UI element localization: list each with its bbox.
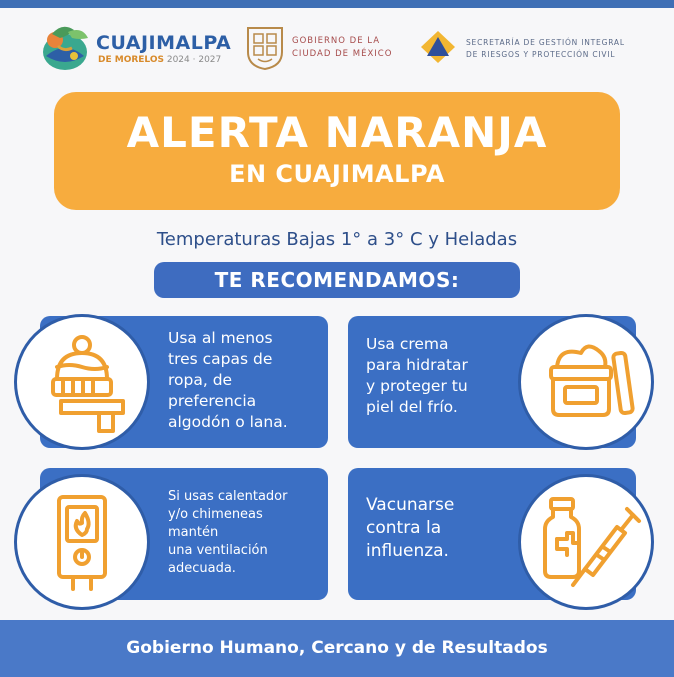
cuajimalpa-subtitle: [98, 55, 221, 65]
card-line: una ventilación: [168, 543, 268, 558]
cuajimalpa-sub-left: DE MORELOS: [98, 55, 164, 65]
sgirpc-logo: [420, 28, 650, 68]
winter-hat-clothes-icon: [14, 314, 150, 450]
card-line: piel del frío.: [366, 398, 458, 416]
card-line: Si usas calentador: [168, 489, 288, 504]
card-line: Usa crema: [366, 335, 449, 353]
civil-protection-triangle-icon: [420, 30, 456, 64]
conditions-text: Temperaturas Bajas 1° a 3° C y Heladas: [156, 229, 518, 250]
card-text: [168, 488, 287, 578]
top-strip: [0, 0, 674, 8]
cdmx-line1: GOBIERNO DE LA: [292, 36, 381, 46]
cdmx-logo: [246, 26, 406, 70]
card-line: y/o chimeneas: [168, 507, 263, 522]
card-line: influenza.: [366, 541, 449, 561]
card-line: ropa, de: [168, 371, 233, 389]
alert-title: ALERTA NARANJA: [126, 108, 548, 157]
card-text: [366, 494, 454, 563]
card-line: Vacunarse: [366, 495, 455, 515]
card-line: tres capas de: [168, 350, 273, 368]
card-line: y proteger tu: [366, 377, 468, 395]
card-line: algodón o lana.: [168, 413, 288, 431]
card-line: Usa al menos: [168, 329, 273, 347]
heater-flame-icon: [14, 474, 150, 610]
alert-subtitle: EN CUAJIMALPA: [229, 160, 445, 188]
recommend-heading: TE RECOMENDAMOS:: [154, 262, 520, 298]
cuajimalpa-name: CUAJIMALPA: [96, 32, 232, 54]
vaccine-syringe-icon: [518, 474, 654, 610]
cuajimalpa-emblem-icon: [38, 22, 92, 72]
alert-banner: [54, 92, 620, 210]
sgirpc-line1: SECRETARÍA DE GESTIÓN INTEGRAL: [466, 38, 625, 47]
cdmx-line2: CIUDAD DE MÉXICO: [292, 49, 393, 59]
card-line: preferencia: [168, 392, 257, 410]
card-line: contra la: [366, 518, 442, 538]
cuajimalpa-logo: [38, 22, 232, 72]
sgirpc-line2: DE RIESGOS Y PROTECCIÓN CIVIL: [466, 50, 616, 59]
card-text: [366, 334, 468, 418]
card-line: mantén: [168, 525, 219, 540]
cdmx-seal-icon: [246, 26, 284, 70]
card-line: adecuada.: [168, 561, 236, 576]
card-text: [168, 328, 288, 433]
card-line: para hidratar: [366, 356, 468, 374]
footer-slogan: Gobierno Humano, Cercano y de Resultados: [0, 620, 674, 677]
cream-jar-icon: [518, 314, 654, 450]
cuajimalpa-term: 2024 · 2027: [166, 55, 222, 65]
